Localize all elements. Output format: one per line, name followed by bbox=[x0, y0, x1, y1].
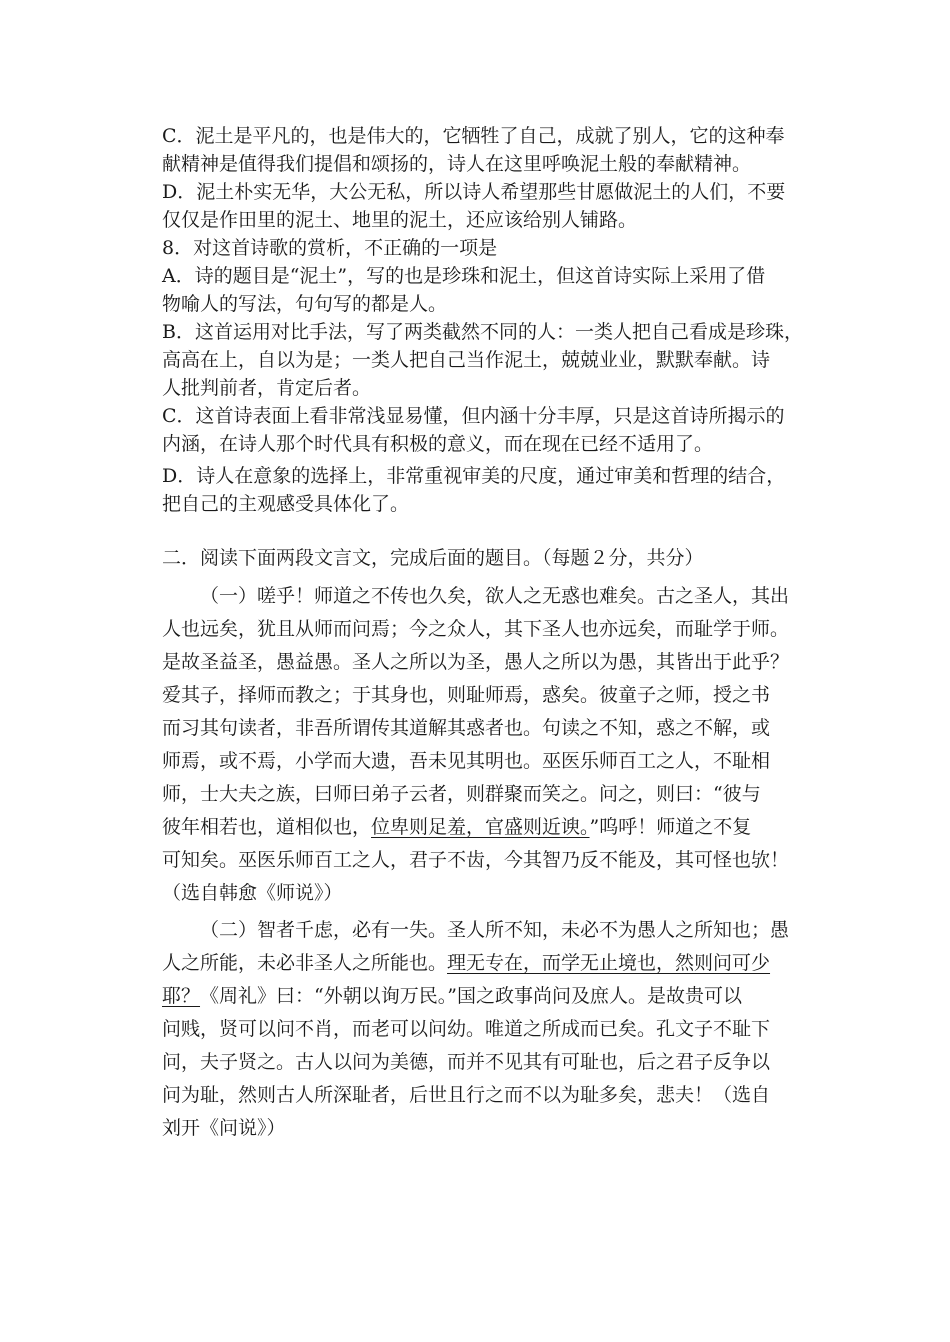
text-line: B．这首运用对比手法，写了两类截然不同的人：一类人把自己看成是珍珠， bbox=[162, 321, 803, 343]
text-span: 《周礼》曰：“外朝以询万民。”国之政事尚问及庶人。是故贵可以 bbox=[200, 985, 742, 1007]
text-line: D．泥土朴实无华，大公无私，所以诗人希望那些甘愿做泥土的人们，不要 bbox=[162, 181, 786, 203]
text-line: A．诗的题目是“泥土”，写的也是珍珠和泥土，但这首诗实际上采用了借 bbox=[162, 265, 766, 287]
passage-line: 师焉，或不焉，小学而大遗，吾未见其明也。巫医乐师百工之人，不耻相 bbox=[162, 750, 771, 772]
passage-line: 师，士大夫之族，曰师曰弟子云者，则群聚而笑之。问之，则曰：“彼与 bbox=[162, 783, 761, 805]
passage-line: 是故圣益圣，愚益愚。圣人之所以为圣，愚人之所以为愚，其皆出于此乎？ bbox=[162, 651, 790, 673]
question-8-option-c bbox=[162, 402, 802, 458]
text-line: 把自己的主观感受具体化了。 bbox=[162, 493, 410, 515]
passage-source: 刘开《问说》） bbox=[162, 1117, 286, 1139]
text-span: ”呜呼！师道之不复 bbox=[589, 816, 752, 838]
text-line: D．诗人在意象的选择上，非常重视审美的尺度，通过审美和哲理的结合， bbox=[162, 465, 786, 487]
question-7-option-d bbox=[162, 178, 802, 234]
text-line: C．这首诗表面上看非常浅显易懂，但内涵十分丰厚，只是这首诗所揭示的 bbox=[162, 405, 785, 427]
passage-line: 而习其句读者，非吾所谓传其道解其惑者也。句读之不知，惑之不解，或 bbox=[162, 717, 771, 739]
passage-line: 人也远矣，犹且从师而问焉；今之众人，其下圣人也亦远矣，而耻学于师。 bbox=[162, 618, 790, 640]
text-line: 内涵，在诗人那个时代具有积极的意义，而在现在已经不适用了。 bbox=[162, 433, 714, 455]
passage-shi-shuo bbox=[162, 580, 802, 910]
text-line: 献精神是值得我们提倡和颂扬的，诗人在这里呼唤泥土般的奉献精神。 bbox=[162, 153, 752, 175]
passage-line bbox=[162, 980, 802, 1013]
question-8-option-d bbox=[162, 462, 802, 518]
text-line: 物喻人的写法，句句写的都是人。 bbox=[162, 293, 448, 315]
text-span: 人之所能，未必非圣人之所能也。 bbox=[162, 952, 448, 974]
passage-line: 问贱，贤可以问不肖，而老可以问幼。唯道之所成而已矣。孔文子不耻下 bbox=[162, 1018, 771, 1040]
text-line: 仅仅是作田里的泥土、地里的泥土，还应该给别人铺路。 bbox=[162, 209, 638, 231]
section-heading: 二．阅读下面两段文言文，完成后面的题目。（每题２分，共分） bbox=[162, 547, 704, 569]
passage-source: （选自韩愈《师说》） bbox=[162, 882, 343, 904]
question-8-stem: 8．对这首诗歌的赏析，不正确的一项是 bbox=[162, 237, 498, 259]
passage-line: 问，夫子贤之。古人以问为美德，而并不见其有可耻也，后之君子反争以 bbox=[162, 1051, 771, 1073]
passage-line: （二）智者千虑，必有一失。圣人所不知，未必不为愚人之所知也；愚 bbox=[200, 919, 790, 941]
passage-line: 爱其子，择师而教之；于其身也，则耻师焉，惑矣。彼童子之师，授之书 bbox=[162, 684, 771, 706]
passage-wen-shuo bbox=[162, 914, 802, 1145]
passage-line: 可知矣。巫医乐师百工之人，君子不齿，今其智乃反不能及，其可怪也欤！ bbox=[162, 849, 790, 871]
underlined-sentence: 理无专在，而学无止境也，然则问可少 bbox=[447, 952, 771, 974]
question-8-option-b bbox=[162, 318, 802, 402]
text-line: C．泥土是平凡的，也是伟大的，它牺牲了自己，成就了别人，它的这种奉 bbox=[162, 125, 785, 147]
passage-line: 问为耻，然则古人所深耻者，后世且行之而不以为耻多矣，悲夫！（选自 bbox=[162, 1084, 771, 1106]
text-line: 人批判前者，肯定后者。 bbox=[162, 377, 372, 399]
document-page bbox=[162, 122, 802, 1145]
text-span: 彼年相若也，道相似也， bbox=[162, 816, 372, 838]
text-line: 高高在上，自以为是；一类人把自己当作泥土，兢兢业业，默默奉献。诗 bbox=[162, 349, 771, 371]
underlined-sentence: 耶？ bbox=[162, 985, 201, 1007]
passage-line bbox=[162, 947, 802, 980]
question-7-option-c bbox=[162, 122, 802, 178]
underlined-sentence: 位卑则足羞，官盛则近谀。 bbox=[371, 816, 590, 838]
passage-line bbox=[162, 811, 802, 844]
passage-line: （一）嗟乎！师道之不传也久矣，欲人之无惑也难矣。古之圣人，其出 bbox=[200, 585, 790, 607]
question-8-option-a bbox=[162, 262, 802, 318]
